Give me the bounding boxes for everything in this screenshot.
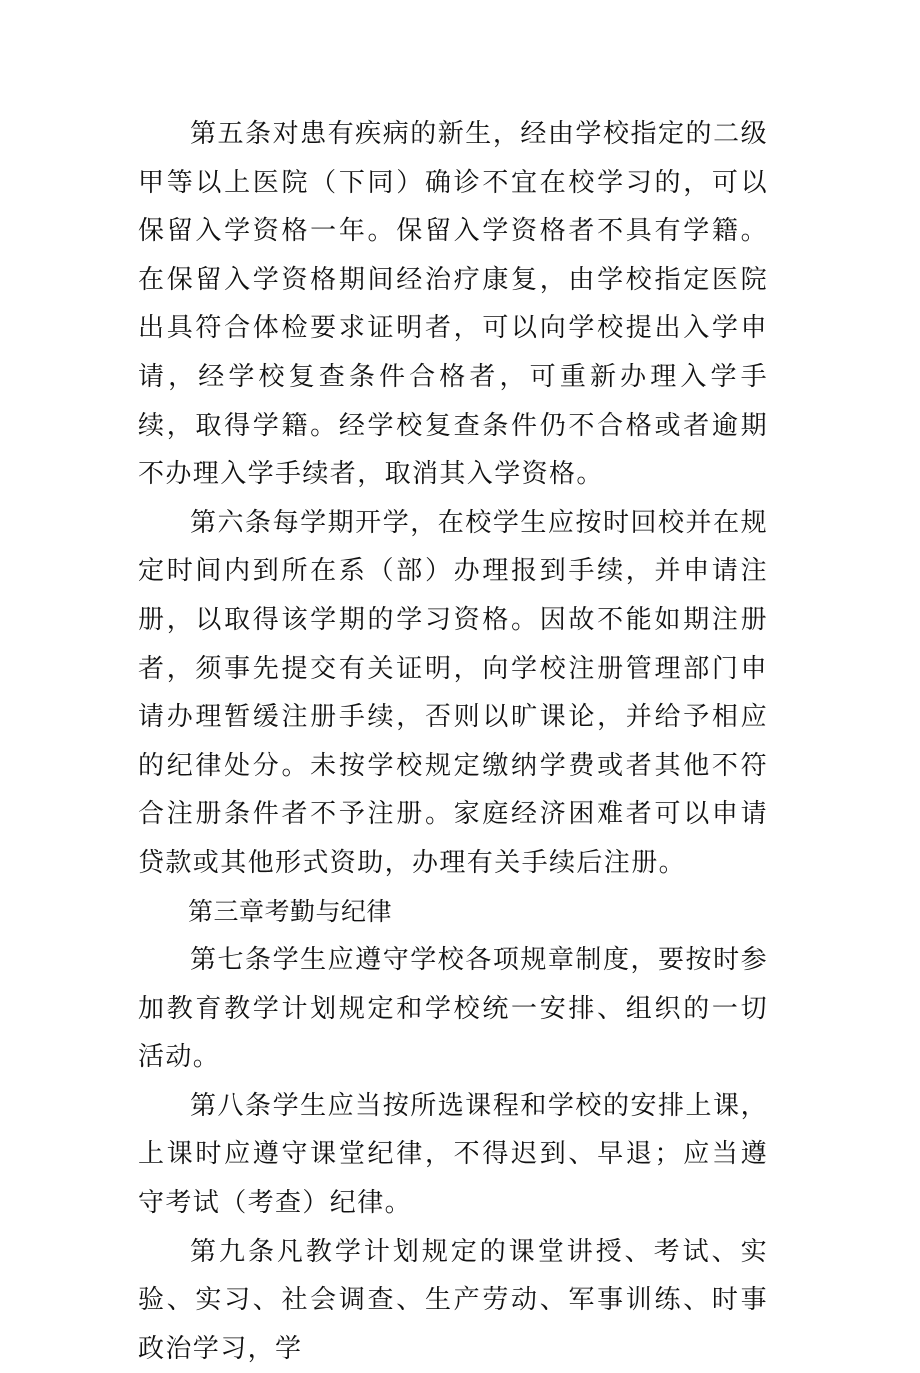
article-6-paragraph: 第六条每学期开学，在校学生应按时回校并在规定时间内到所在系（部）办理报到手续，并申请注册，以取得该学期的学习资格。因故不能如期注册者，须事先提交有关证明，向学校注册管理部门申请办理暂缓注册手续，否则以旷课论，并给予相应的纪律处分。未按学校规定缴纳学费或者其他不符合注册条件者不予注册。家庭经济困难者可以申请贷款或其他形式资助，办理有关手续后注册。	[138, 507, 768, 878]
document-body	[138, 110, 768, 1373]
article-9-paragraph: 第九条凡教学计划规定的课堂讲授、考试、实验、实习、社会调查、生产劳动、军事训练、时事政治学习，学	[138, 1236, 768, 1364]
article-8-paragraph: 第八条学生应当按所选课程和学校的安排上课，上课时应遵守课堂纪律，不得迟到、早退；应当遵守考试（考查）纪律。	[138, 1090, 768, 1219]
article-5-paragraph: 第五条对患有疾病的新生，经由学校指定的二级甲等以上医院（下同）确诊不宜在校学习的，可以保留入学资格一年。保留入学资格者不具有学籍。在保留入学资格期间经治疗康复，由学校指定医院出具符合体检要求证明者，可以向学校提出入学申请，经学校复查条件合格者，可重新办理入学手续，取得学籍。经学校复查条件仍不合格或者逾期不办理入学手续者，取消其入学资格。	[138, 119, 768, 490]
chapter-3-heading: 第三章考勤与纪律	[188, 896, 393, 926]
article-7-paragraph: 第七条学生应遵守学校各项规章制度，要按时参加教育教学计划规定和学校统一安排、组织的一切活动。	[138, 945, 768, 1073]
